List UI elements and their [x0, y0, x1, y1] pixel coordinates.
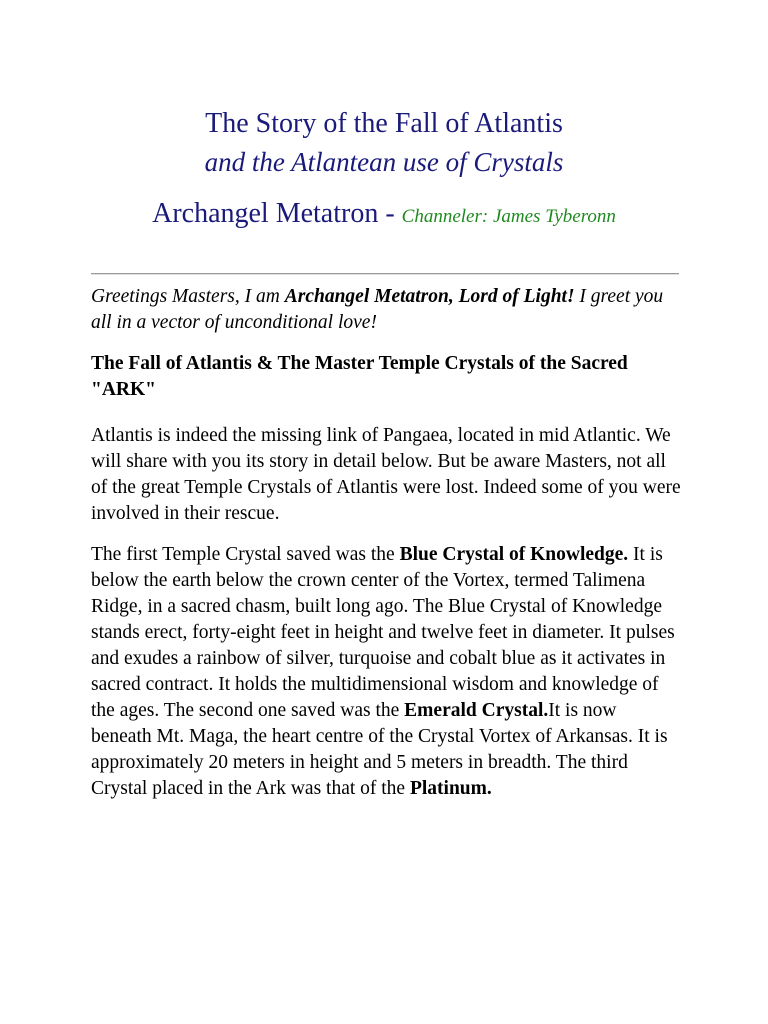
greeting-bold: Archangel Metatron, Lord of Light! — [284, 286, 575, 307]
title-line-2: and the Atlantean use of Crystals — [204, 147, 564, 177]
para2-bold-1: Blue Crystal of Knowledge. — [399, 544, 629, 565]
para2-text-1: The first Temple Crystal saved was the — [91, 544, 400, 565]
para2-bold-3: Platinum. — [409, 778, 492, 799]
horizontal-rule — [91, 273, 679, 275]
author-line — [0, 196, 768, 235]
para2-text-3: It is now beneath Mt. Maga, the heart centre of the Crystal Vortex of Arkansas. It is approximately 20 meters in height and 5 meters in breadth. The third Crystal placed in the Ark was that of the — [91, 700, 668, 799]
paragraph-1: Atlantis is indeed the missing link of Pangaea, located in mid Atlantic. We will share with you its story in detail below. But be aware Masters, not all of the great Temple Crystals of Atlantis were lost. Indeed some of you were involved in their rescue. — [91, 425, 681, 524]
paragraph-2 — [91, 542, 681, 802]
para2-text-2: It is below the earth below the crown center of the Vortex, termed Talimena Ridge, in a sacred chasm, built long ago. The Blue Crystal of Knowledge stands erect, forty-eight feet in height and twelve feet in diameter. It pulses and exudes a rainbow of silver, turquoise and cobalt blue as it activates in sacred contract. It holds the multidimensional wisdom and knowledge of the ages. The second one saved was the — [91, 544, 675, 721]
channeler-name: Channeler: James Tyberonn — [401, 206, 616, 227]
author-name: Archangel Metatron - — [152, 198, 402, 229]
section-heading: The Fall of Atlantis & The Master Temple Crystals of the Sacred "ARK" — [91, 353, 628, 400]
greeting-paragraph — [91, 284, 681, 336]
greeting-pre: Greetings Masters, I am — [91, 286, 285, 307]
para2-bold-2: Emerald Crystal. — [404, 700, 549, 721]
greeting-post: I greet you all in a vector of unconditional love! — [91, 286, 664, 333]
title-line-1: The Story of the Fall of Atlantis — [205, 108, 563, 139]
